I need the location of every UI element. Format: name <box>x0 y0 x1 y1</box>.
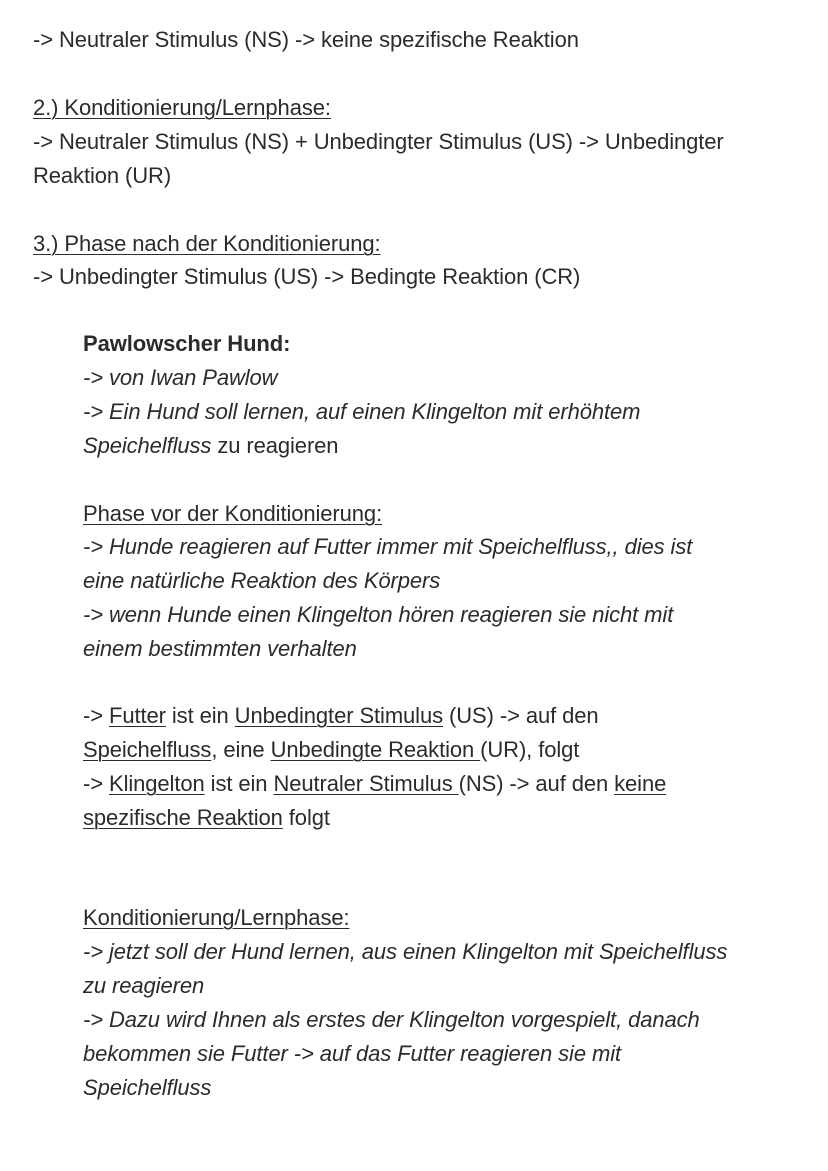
text-line: Speichelfluss <box>83 1075 212 1100</box>
text-line: -> Ein Hund soll lernen, auf einen Klingelton mit erhöhtem <box>83 399 641 424</box>
section-heading-3: 3.) Phase nach der Konditionierung: <box>33 231 381 256</box>
text-line: -> Neutraler Stimulus (NS) + Unbedingter Stimulus (US) -> Unbedingter <box>33 129 724 154</box>
text-line: -> Hunde reagieren auf Futter immer mit Speichelfluss,, dies ist <box>83 534 693 559</box>
text-span: , eine <box>211 737 271 762</box>
text-span: (UR), folgt <box>480 737 580 762</box>
text-line <box>83 733 579 766</box>
text-line: -> Dazu wird Ihnen als erstes der Klingelton vorgespielt, danach <box>83 1007 700 1032</box>
text-span: -> <box>83 703 109 728</box>
text-line <box>83 801 330 834</box>
text-span: (NS) -> auf den <box>458 771 615 796</box>
text-span: keine <box>614 771 667 796</box>
text-line <box>83 699 599 732</box>
text-span: Speichelfluss <box>83 737 212 762</box>
text-span: folgt <box>282 805 330 830</box>
text-line: zu reagieren <box>83 973 205 998</box>
text-span: Speichelfluss <box>83 433 212 458</box>
text-span: Unbedingte Reaktion <box>270 737 481 762</box>
text-span: Neutraler Stimulus <box>273 771 459 796</box>
text-span: (US) -> auf den <box>443 703 599 728</box>
text-span: Futter <box>109 703 166 728</box>
text-line: -> Neutraler Stimulus (NS) -> keine spezifische Reaktion <box>33 27 579 52</box>
text-line: einem bestimmten verhalten <box>83 636 357 661</box>
text-line: bekommen sie Futter -> auf das Futter reagieren sie mit <box>83 1041 622 1066</box>
phase-vor-heading: Phase vor der Konditionierung: <box>83 501 383 526</box>
text-span: Klingelton <box>109 771 205 796</box>
text-line: -> Unbedingter Stimulus (US) -> Bedingte Reaktion (CR) <box>33 264 581 289</box>
konditionierung-heading: Konditionierung/Lernphase: <box>83 905 350 930</box>
text-span: -> <box>83 771 109 796</box>
text-span: ist ein <box>204 771 274 796</box>
text-line: eine natürliche Reaktion des Körpers <box>83 568 441 593</box>
section-heading-2: 2.) Konditionierung/Lernphase: <box>33 95 331 120</box>
text-line: -> wenn Hunde einen Klingelton hören reagieren sie nicht mit <box>83 602 674 627</box>
text-span: spezifische Reaktion <box>83 805 283 830</box>
text-line: -> jetzt soll der Hund lernen, aus einen Klingelton mit Speichelfluss <box>83 939 728 964</box>
text-span: zu reagieren <box>211 433 339 458</box>
text-line: -> von Iwan Pawlow <box>83 365 278 390</box>
text-span: Unbedingter Stimulus <box>234 703 444 728</box>
text-line: Reaktion (UR) <box>33 163 172 188</box>
pawlow-title: Pawlowscher Hund: <box>83 331 291 356</box>
text-span: ist ein <box>165 703 235 728</box>
text-line <box>83 429 338 462</box>
text-line <box>83 767 666 800</box>
